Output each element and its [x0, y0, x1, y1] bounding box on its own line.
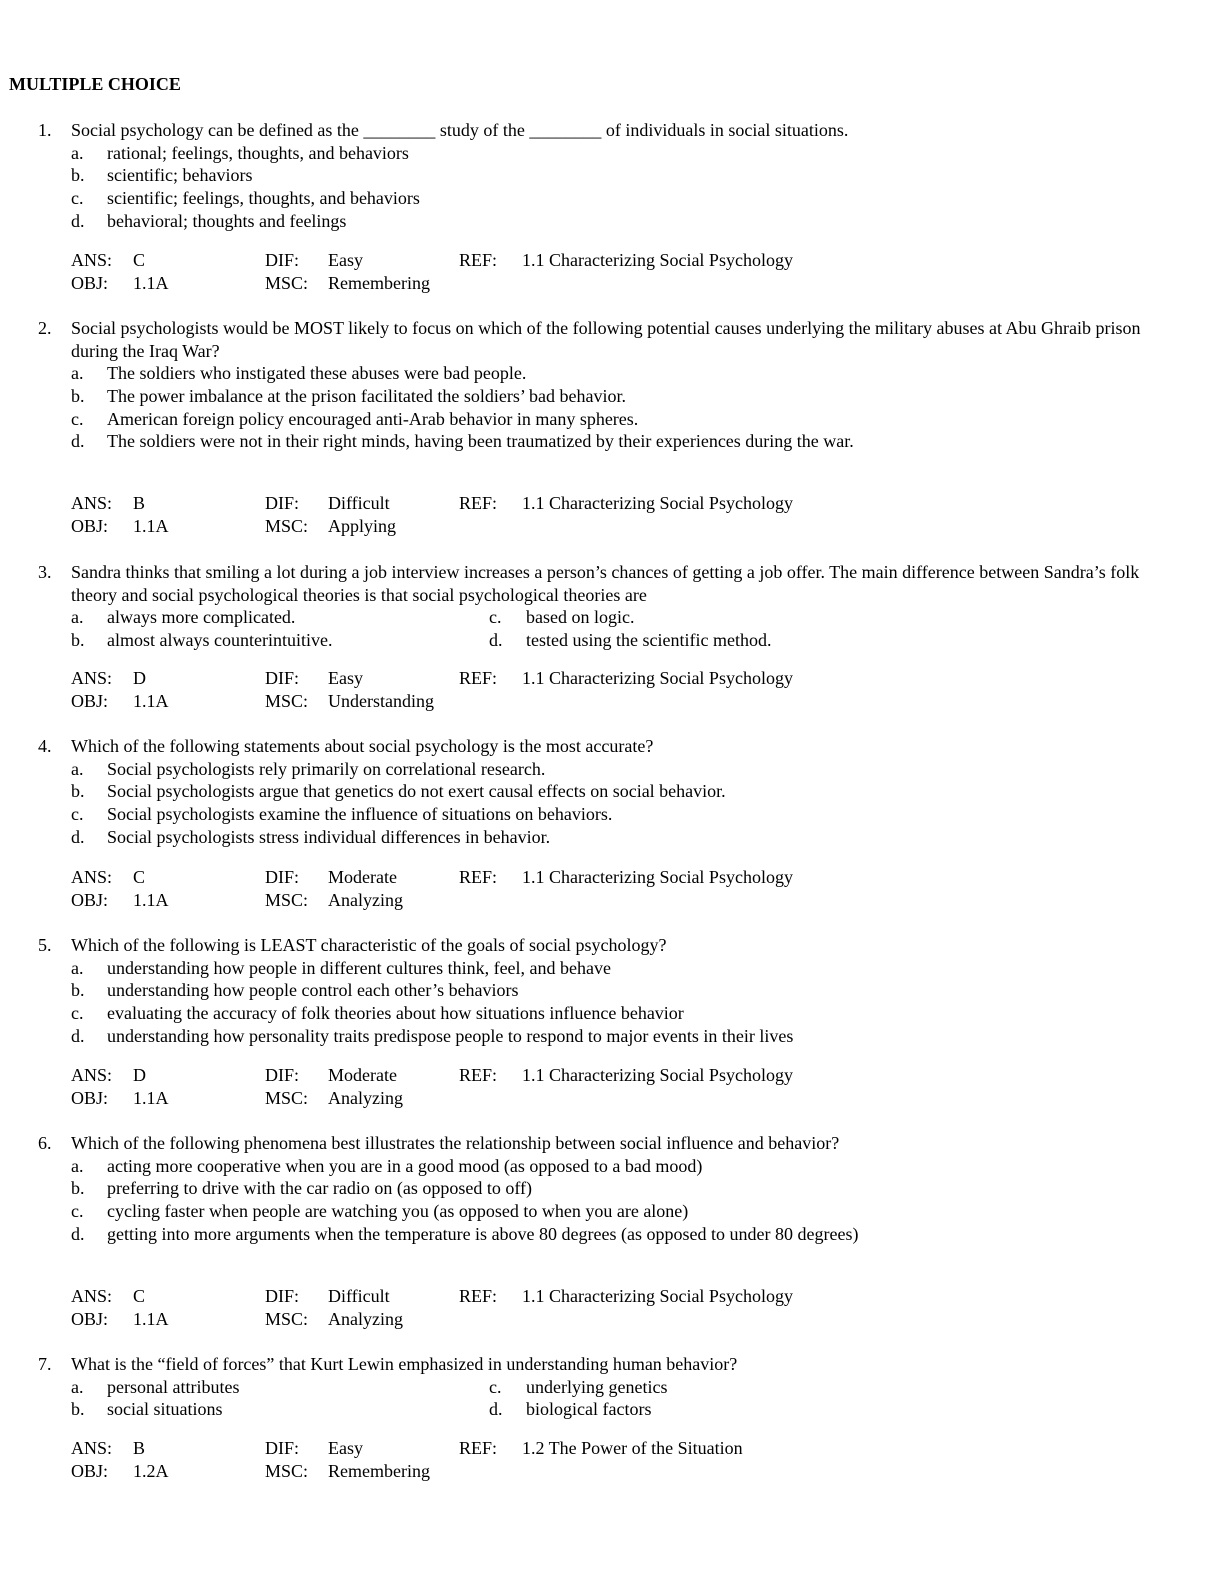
- option-letter: c.: [71, 188, 84, 209]
- option-letter: a.: [71, 1155, 84, 1176]
- question-stem: Which of the following statements about social psychology is the most accurate?: [71, 736, 654, 756]
- msc-value: Understanding: [328, 690, 434, 711]
- dif-value: Difficult: [328, 1286, 390, 1306]
- ref-label: REF:: [459, 1065, 498, 1085]
- obj-value: 1.1A: [133, 1087, 169, 1108]
- option-letter: b.: [71, 980, 85, 1001]
- answer-metadata-6: [0, 1285, 1224, 1331]
- dif-label: DIF:: [265, 493, 300, 513]
- option-a: [0, 1155, 1224, 1178]
- option-b: [0, 780, 1224, 803]
- ref-label: REF:: [459, 668, 498, 688]
- ref-label: REF:: [459, 1438, 498, 1458]
- dif-value: Easy: [328, 250, 363, 270]
- msc-label: MSC:: [265, 515, 309, 536]
- option-text: getting into more arguments when the temperature is above 80 degrees (as opposed to under 80 degrees): [107, 1223, 859, 1244]
- obj-label: OBJ:: [71, 1460, 109, 1481]
- option-c: [0, 408, 1224, 431]
- obj-label: OBJ:: [71, 515, 109, 536]
- option-letter: b.: [71, 781, 85, 802]
- option-text: underlying genetics: [526, 1376, 668, 1397]
- ans-label: ANS:: [71, 1065, 113, 1085]
- option-a: [0, 957, 1224, 980]
- option-text: almost always counterintuitive.: [107, 630, 333, 651]
- option-text: biological factors: [526, 1399, 652, 1420]
- obj-label: OBJ:: [71, 272, 109, 293]
- dif-label: DIF:: [265, 867, 300, 887]
- option-text: scientific; behaviors: [107, 165, 253, 186]
- msc-value: Analyzing: [328, 1308, 403, 1329]
- option-letter: d.: [71, 431, 85, 452]
- ans-value: B: [133, 1438, 146, 1458]
- option-text: American foreign policy encouraged anti-Arab behavior in many spheres.: [107, 408, 639, 429]
- option-letter: d.: [71, 210, 85, 231]
- option-row: [0, 1398, 1224, 1421]
- question-number: 6.: [38, 1133, 52, 1153]
- ref-value: 1.1 Characterizing Social Psychology: [522, 1065, 793, 1085]
- obj-value: 1.1A: [133, 272, 169, 293]
- msc-value: Analyzing: [328, 1087, 403, 1108]
- ans-label: ANS:: [71, 668, 113, 688]
- option-text: tested using the scientific method.: [526, 630, 772, 651]
- answer-metadata-3: [0, 667, 1224, 713]
- option-b: [0, 164, 1224, 187]
- msc-label: MSC:: [265, 889, 309, 910]
- option-text: preferring to drive with the car radio on (as opposed to off): [107, 1178, 533, 1199]
- option-text: rational; feelings, thoughts, and behaviors: [107, 142, 409, 163]
- msc-label: MSC:: [265, 1308, 309, 1329]
- option-text: evaluating the accuracy of folk theories about how situations influence behavior: [107, 1003, 684, 1024]
- option-letter: a.: [71, 957, 84, 978]
- dif-label: DIF:: [265, 1286, 300, 1306]
- msc-label: MSC:: [265, 1087, 309, 1108]
- dif-value: Moderate: [328, 867, 397, 887]
- obj-value: 1.1A: [133, 690, 169, 711]
- option-list: [0, 606, 1224, 651]
- question-number: 1.: [38, 120, 52, 140]
- msc-label: MSC:: [265, 272, 309, 293]
- answer-metadata-4: [0, 866, 1224, 912]
- question-number: 7.: [38, 1354, 52, 1374]
- option-d: [0, 826, 1224, 849]
- option-text: based on logic.: [526, 607, 635, 628]
- option-text: scientific; feelings, thoughts, and behaviors: [107, 188, 420, 209]
- ans-label: ANS:: [71, 1438, 113, 1458]
- option-b: [0, 1177, 1224, 1200]
- ref-label: REF:: [459, 867, 498, 887]
- option-text: The soldiers who instigated these abuses were bad people.: [107, 363, 527, 384]
- option-letter: d.: [489, 630, 503, 651]
- option-text: Social psychologists examine the influence of situations on behaviors.: [107, 804, 613, 825]
- ref-value: 1.1 Characterizing Social Psychology: [522, 493, 793, 513]
- obj-label: OBJ:: [71, 690, 109, 711]
- option-text: acting more cooperative when you are in a good mood (as opposed to a bad mood): [107, 1155, 703, 1176]
- ans-value: B: [133, 493, 146, 513]
- ans-label: ANS:: [71, 1286, 113, 1306]
- option-d: [0, 430, 1224, 475]
- option-a: [0, 758, 1224, 781]
- option-text: understanding how people in different cultures think, feel, and behave: [107, 957, 612, 978]
- option-list: [0, 1376, 1224, 1421]
- option-b: [0, 385, 1224, 408]
- ans-label: ANS:: [71, 250, 113, 270]
- option-letter: b.: [71, 1399, 85, 1420]
- option-letter: c.: [489, 607, 502, 628]
- option-letter: a.: [71, 758, 84, 779]
- ans-label: ANS:: [71, 867, 113, 887]
- option-a: [0, 362, 1224, 385]
- dif-label: DIF:: [265, 1438, 300, 1458]
- option-a: [0, 142, 1224, 165]
- option-letter: b.: [71, 165, 85, 186]
- option-letter: a.: [71, 1376, 84, 1397]
- option-d: [0, 210, 1224, 233]
- ans-label: ANS:: [71, 493, 113, 513]
- option-text: The soldiers were not in their right minds, having been traumatized by their experiences during the war.: [107, 431, 854, 452]
- question-number: 5.: [38, 935, 52, 955]
- ref-label: REF:: [459, 493, 498, 513]
- option-list: [0, 362, 1224, 475]
- option-c: [0, 803, 1224, 826]
- answer-metadata-1: [0, 249, 1224, 295]
- obj-label: OBJ:: [71, 889, 109, 910]
- obj-value: 1.1A: [133, 889, 169, 910]
- dif-value: Difficult: [328, 493, 390, 513]
- question-stem: Which of the following phenomena best illustrates the relationship between social influence and behavior?: [71, 1133, 840, 1153]
- question-stem: Which of the following is LEAST characteristic of the goals of social psychology?: [71, 935, 667, 955]
- option-c: [0, 187, 1224, 210]
- option-d: [0, 1223, 1224, 1268]
- ans-value: D: [133, 668, 146, 688]
- question-number: 3.: [38, 562, 52, 582]
- msc-label: MSC:: [265, 690, 309, 711]
- dif-label: DIF:: [265, 1065, 300, 1085]
- dif-label: DIF:: [265, 668, 300, 688]
- option-letter: d.: [489, 1399, 503, 1420]
- obj-label: OBJ:: [71, 1308, 109, 1329]
- option-letter: d.: [71, 1223, 85, 1244]
- option-letter: d.: [71, 826, 85, 847]
- obj-value: 1.1A: [133, 515, 169, 536]
- option-letter: d.: [71, 1025, 85, 1046]
- answer-metadata-5: [0, 1064, 1224, 1110]
- question-stem: What is the “field of forces” that Kurt Lewin emphasized in understanding human behavior?: [71, 1354, 738, 1374]
- obj-value: 1.1A: [133, 1308, 169, 1329]
- option-b: [0, 979, 1224, 1002]
- question-stem: Social psychology can be defined as the ________ study of the ________ of individuals in social situations.: [71, 120, 849, 140]
- question-stem: Sandra thinks that smiling a lot during a job interview increases a person’s chances of getting a job offer. The main difference between Sandra’s folk theory and social psychological theories is that social psychological theories are: [71, 562, 1140, 605]
- option-text: understanding how people control each other’s behaviors: [107, 980, 519, 1001]
- option-text: social situations: [107, 1399, 223, 1420]
- option-letter: c.: [71, 804, 84, 825]
- option-list: [0, 142, 1224, 233]
- option-letter: c.: [71, 408, 84, 429]
- option-letter: b.: [71, 386, 85, 407]
- dif-label: DIF:: [265, 250, 300, 270]
- option-text: understanding how personality traits predispose people to respond to major events in their lives: [107, 1025, 794, 1046]
- option-text: personal attributes: [107, 1376, 240, 1397]
- option-text: behavioral; thoughts and feelings: [107, 210, 347, 231]
- option-row: [0, 606, 1224, 629]
- dif-value: Easy: [328, 668, 363, 688]
- option-list: [0, 957, 1224, 1048]
- option-text: always more complicated.: [107, 607, 296, 628]
- msc-value: Analyzing: [328, 889, 403, 910]
- option-c: [0, 1002, 1224, 1025]
- ref-value: 1.1 Characterizing Social Psychology: [522, 1286, 793, 1306]
- option-text: cycling faster when people are watching you (as opposed to when you are alone): [107, 1201, 689, 1222]
- option-text: The power imbalance at the prison facilitated the soldiers’ bad behavior.: [107, 386, 626, 407]
- ans-value: D: [133, 1065, 146, 1085]
- question-number: 4.: [38, 736, 52, 756]
- obj-label: OBJ:: [71, 1087, 109, 1108]
- answer-metadata-2: [0, 492, 1224, 538]
- option-row: [0, 1376, 1224, 1399]
- ref-label: REF:: [459, 250, 498, 270]
- option-list: [0, 1155, 1224, 1268]
- msc-value: Remembering: [328, 272, 430, 293]
- option-list: [0, 758, 1224, 849]
- option-letter: a.: [71, 363, 84, 384]
- option-letter: b.: [71, 1178, 85, 1199]
- answer-metadata-7: [0, 1437, 1224, 1483]
- option-d: [0, 1025, 1224, 1048]
- section-title: MULTIPLE CHOICE: [9, 74, 181, 94]
- ref-value: 1.1 Characterizing Social Psychology: [522, 250, 793, 270]
- option-text: Social psychologists argue that genetics do not exert causal effects on social behavior.: [107, 781, 726, 802]
- ans-value: C: [133, 867, 146, 887]
- dif-value: Easy: [328, 1438, 363, 1458]
- ref-value: 1.2 The Power of the Situation: [522, 1438, 743, 1458]
- option-letter: b.: [71, 630, 85, 651]
- obj-value: 1.2A: [133, 1460, 169, 1481]
- msc-value: Remembering: [328, 1460, 430, 1481]
- ref-label: REF:: [459, 1286, 498, 1306]
- ref-value: 1.1 Characterizing Social Psychology: [522, 668, 793, 688]
- option-letter: a.: [71, 607, 84, 628]
- msc-label: MSC:: [265, 1460, 309, 1481]
- option-letter: c.: [71, 1003, 84, 1024]
- option-letter: a.: [71, 142, 84, 163]
- option-text: Social psychologists rely primarily on correlational research.: [107, 758, 546, 779]
- question-number: 2.: [38, 318, 52, 338]
- dif-value: Moderate: [328, 1065, 397, 1085]
- option-letter: c.: [489, 1376, 502, 1397]
- msc-value: Applying: [328, 515, 397, 536]
- option-text: Social psychologists stress individual differences in behavior.: [107, 826, 551, 847]
- ans-value: C: [133, 1286, 146, 1306]
- option-letter: c.: [71, 1201, 84, 1222]
- ans-value: C: [133, 250, 146, 270]
- option-row: [0, 629, 1224, 652]
- option-c: [0, 1200, 1224, 1223]
- ref-value: 1.1 Characterizing Social Psychology: [522, 867, 793, 887]
- question-stem: Social psychologists would be MOST likely to focus on which of the following potential causes underlying the military abuses at Abu Ghraib prison during the Iraq War?: [71, 318, 1141, 361]
